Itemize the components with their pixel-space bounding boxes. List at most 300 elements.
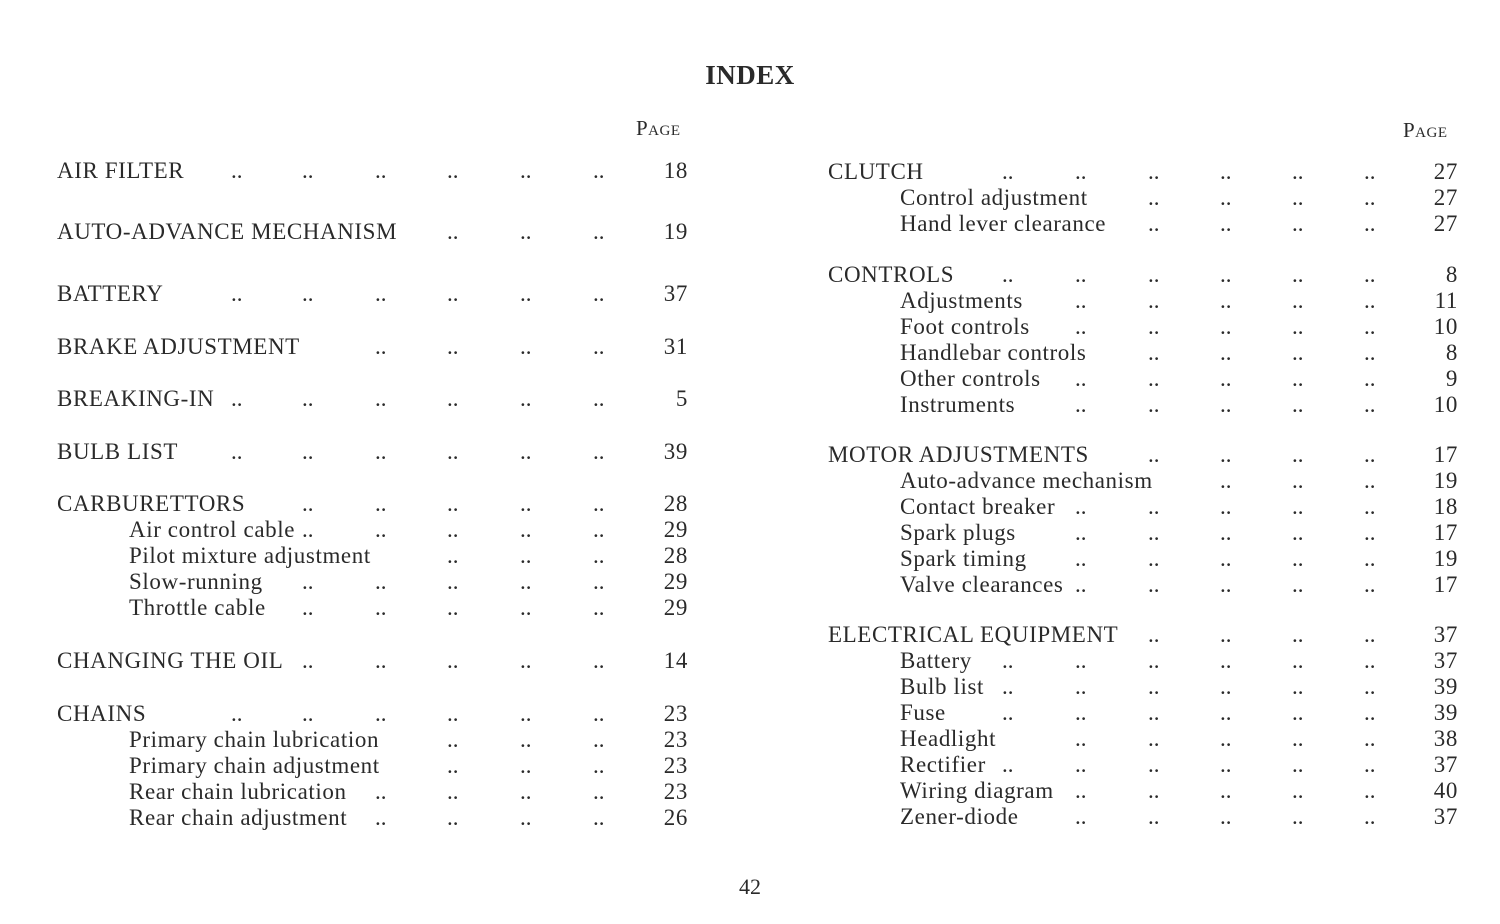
leader-dots: .. xyxy=(593,805,605,830)
leader-dots: .. xyxy=(520,648,532,673)
leader-dots: .. xyxy=(1002,648,1014,673)
leader-dots: .. xyxy=(1148,572,1160,597)
entry-page-number: 28 xyxy=(663,491,688,516)
leader-dots: .. xyxy=(1292,752,1304,777)
leader-dots: .. xyxy=(1002,752,1014,777)
leader-dots: .. xyxy=(520,386,532,411)
leader-dots: .. xyxy=(1075,648,1087,673)
leader-dots: .. xyxy=(1220,366,1232,391)
leader-dots: .. xyxy=(1075,752,1087,777)
entry-page-number: 37 xyxy=(1433,622,1458,647)
leader-dots: .. xyxy=(593,281,605,306)
leader-dots: .. xyxy=(375,648,387,673)
leader-dots: .. xyxy=(1292,520,1304,545)
leader-dots: .. xyxy=(520,219,532,244)
leader-dots: .. xyxy=(1364,159,1376,184)
leader-dots: .. xyxy=(1148,314,1160,339)
entry-page-number: 19 xyxy=(1433,468,1458,493)
leader-dots: .. xyxy=(1075,366,1087,391)
entry-label: CHAINS xyxy=(57,701,147,726)
entry-label: BREAKING-IN xyxy=(57,386,215,411)
leader-dots: .. xyxy=(1364,185,1376,210)
leader-dots: .. xyxy=(1364,340,1376,365)
leader-dots: .. xyxy=(1292,366,1304,391)
index-subentry xyxy=(0,546,1500,572)
entry-label: Valve clearances xyxy=(900,572,1064,597)
entry-page-number: 19 xyxy=(1433,546,1458,571)
leader-dots: .. xyxy=(1220,494,1232,519)
entry-label: Pilot mixture adjustment xyxy=(129,543,371,568)
leader-dots: .. xyxy=(375,805,387,830)
entry-page-number: 29 xyxy=(663,517,688,542)
index-subentry xyxy=(0,211,1500,237)
leader-dots: .. xyxy=(447,701,459,726)
leader-dots: .. xyxy=(1148,262,1160,287)
leader-dots: .. xyxy=(1364,442,1376,467)
leader-dots: .. xyxy=(1364,468,1376,493)
entry-label: Control adjustment xyxy=(900,185,1088,210)
leader-dots: .. xyxy=(520,569,532,594)
leader-dots: .. xyxy=(1364,700,1376,725)
index-subentry xyxy=(0,314,1500,340)
leader-dots: .. xyxy=(520,595,532,620)
leader-dots: .. xyxy=(302,569,314,594)
leader-dots: .. xyxy=(375,595,387,620)
leader-dots: .. xyxy=(302,595,314,620)
leader-dots: .. xyxy=(520,334,532,359)
entry-label: Rectifier xyxy=(900,752,986,777)
leader-dots: .. xyxy=(520,491,532,516)
leader-dots: .. xyxy=(593,727,605,752)
leader-dots: .. xyxy=(1364,262,1376,287)
entry-page-number: 17 xyxy=(1433,442,1458,467)
index-subentry xyxy=(0,648,1500,674)
leader-dots: .. xyxy=(1220,442,1232,467)
leader-dots: .. xyxy=(520,701,532,726)
leader-dots: .. xyxy=(375,281,387,306)
index-entry xyxy=(0,622,1500,648)
entry-label: ELECTRICAL EQUIPMENT xyxy=(828,622,1119,647)
entry-page-number: 18 xyxy=(1433,494,1458,519)
leader-dots: .. xyxy=(593,543,605,568)
leader-dots: .. xyxy=(1148,804,1160,829)
leader-dots: .. xyxy=(1220,648,1232,673)
index-subentry xyxy=(0,468,1500,494)
leader-dots: .. xyxy=(1148,366,1160,391)
leader-dots: .. xyxy=(447,648,459,673)
entry-page-number: 8 xyxy=(1445,340,1458,365)
entry-label: AUTO-ADVANCE MECHANISM xyxy=(57,219,398,244)
leader-dots: .. xyxy=(447,569,459,594)
leader-dots: .. xyxy=(593,569,605,594)
leader-dots: .. xyxy=(1364,314,1376,339)
leader-dots: .. xyxy=(1220,572,1232,597)
index-subentry xyxy=(0,804,1500,830)
leader-dots: .. xyxy=(1075,262,1087,287)
leader-dots: .. xyxy=(447,219,459,244)
leader-dots: .. xyxy=(1292,262,1304,287)
leader-dots: .. xyxy=(231,158,243,183)
leader-dots: .. xyxy=(1148,185,1160,210)
entry-label: Rear chain adjustment xyxy=(129,805,348,830)
leader-dots: .. xyxy=(1364,648,1376,673)
leader-dots: .. xyxy=(375,517,387,542)
leader-dots: .. xyxy=(1148,622,1160,647)
leader-dots: .. xyxy=(1148,340,1160,365)
left-page-heading: Page xyxy=(636,116,681,140)
entry-page-number: 38 xyxy=(1433,726,1458,751)
page-number: 42 xyxy=(739,874,761,899)
leader-dots: .. xyxy=(1292,778,1304,803)
leader-dots: .. xyxy=(1364,520,1376,545)
entry-label: Spark timing xyxy=(900,546,1027,571)
leader-dots: .. xyxy=(231,439,243,464)
index-subentry xyxy=(0,572,1500,598)
leader-dots: .. xyxy=(520,281,532,306)
leader-dots: .. xyxy=(1364,572,1376,597)
entry-label: Air control cable xyxy=(129,517,296,542)
leader-dots: .. xyxy=(520,805,532,830)
leader-dots: .. xyxy=(1075,520,1087,545)
entry-page-number: 27 xyxy=(1433,185,1458,210)
leader-dots: .. xyxy=(520,517,532,542)
index-subentry xyxy=(0,185,1500,211)
entry-page-number: 27 xyxy=(1433,211,1458,236)
leader-dots: .. xyxy=(520,753,532,778)
leader-dots: .. xyxy=(1002,159,1014,184)
leader-dots: .. xyxy=(1364,211,1376,236)
entry-label: Adjustments xyxy=(900,288,1023,313)
leader-dots: .. xyxy=(1220,185,1232,210)
leader-dots: .. xyxy=(1220,622,1232,647)
leader-dots: .. xyxy=(593,158,605,183)
leader-dots: .. xyxy=(447,595,459,620)
entry-page-number: 14 xyxy=(663,648,688,673)
leader-dots: .. xyxy=(593,491,605,516)
leader-dots: .. xyxy=(1292,314,1304,339)
entry-label: AIR FILTER xyxy=(57,158,185,183)
entry-label: Zener-diode xyxy=(900,804,1019,829)
entry-label: BRAKE ADJUSTMENT xyxy=(57,334,300,359)
leader-dots: .. xyxy=(231,701,243,726)
entry-page-number: 9 xyxy=(1445,366,1458,391)
index-entry xyxy=(0,262,1500,288)
leader-dots: .. xyxy=(302,281,314,306)
leader-dots: .. xyxy=(302,648,314,673)
leader-dots: .. xyxy=(1148,778,1160,803)
entry-page-number: 23 xyxy=(663,753,688,778)
entry-label: Throttle cable xyxy=(129,595,266,620)
leader-dots: .. xyxy=(1292,392,1304,417)
leader-dots: .. xyxy=(1148,392,1160,417)
entry-label: Hand lever clearance xyxy=(900,211,1107,236)
index-subentry xyxy=(0,778,1500,804)
entry-label: CONTROLS xyxy=(828,262,955,287)
index-title: INDEX xyxy=(705,60,795,90)
leader-dots: .. xyxy=(1075,494,1087,519)
leader-dots: .. xyxy=(1002,262,1014,287)
leader-dots: .. xyxy=(520,158,532,183)
leader-dots: .. xyxy=(1220,752,1232,777)
entry-page-number: 19 xyxy=(663,219,688,244)
leader-dots: .. xyxy=(1364,804,1376,829)
leader-dots: .. xyxy=(520,779,532,804)
entry-label: CARBURETTORS xyxy=(57,491,246,516)
index-entry xyxy=(0,442,1500,468)
leader-dots: .. xyxy=(1148,648,1160,673)
entry-page-number: 17 xyxy=(1433,520,1458,545)
index-subentry xyxy=(0,366,1500,392)
entry-label: Instruments xyxy=(900,392,1016,417)
leader-dots: .. xyxy=(1292,442,1304,467)
entry-page-number: 26 xyxy=(663,805,688,830)
leader-dots: .. xyxy=(1292,674,1304,699)
index-subentry xyxy=(0,288,1500,314)
entry-page-number: 37 xyxy=(1433,804,1458,829)
leader-dots: .. xyxy=(1075,392,1087,417)
right-page-heading: Page xyxy=(1403,118,1448,142)
leader-dots: .. xyxy=(1292,494,1304,519)
leader-dots: .. xyxy=(1148,494,1160,519)
entry-page-number: 39 xyxy=(1433,700,1458,725)
leader-dots: .. xyxy=(1148,520,1160,545)
leader-dots: .. xyxy=(593,753,605,778)
leader-dots: .. xyxy=(1148,288,1160,313)
entry-label: Slow-running xyxy=(129,569,263,594)
leader-dots: .. xyxy=(1148,674,1160,699)
entry-label: Handlebar controls xyxy=(900,340,1087,365)
leader-dots: .. xyxy=(1075,778,1087,803)
leader-dots: .. xyxy=(1075,159,1087,184)
leader-dots: .. xyxy=(1220,778,1232,803)
entry-page-number: 18 xyxy=(663,158,688,183)
entry-label: Rear chain lubrication xyxy=(129,779,347,804)
leader-dots: .. xyxy=(1148,442,1160,467)
leader-dots: .. xyxy=(1220,288,1232,313)
leader-dots: .. xyxy=(1364,726,1376,751)
leader-dots: .. xyxy=(447,491,459,516)
entry-label: Primary chain adjustment xyxy=(129,753,380,778)
entry-label: Spark plugs xyxy=(900,520,1016,545)
leader-dots: .. xyxy=(1292,648,1304,673)
leader-dots: .. xyxy=(1364,494,1376,519)
entry-page-number: 39 xyxy=(663,439,688,464)
entry-page-number: 10 xyxy=(1433,392,1458,417)
entry-page-number: 23 xyxy=(663,727,688,752)
index-subentry xyxy=(0,700,1500,726)
leader-dots: .. xyxy=(1075,314,1087,339)
entry-page-number: 10 xyxy=(1433,314,1458,339)
entry-label: Foot controls xyxy=(900,314,1030,339)
leader-dots: .. xyxy=(1364,392,1376,417)
leader-dots: .. xyxy=(231,386,243,411)
leader-dots: .. xyxy=(302,517,314,542)
entry-label: Auto-advance mechanism xyxy=(900,468,1153,493)
index-subentry xyxy=(0,392,1500,418)
leader-dots: .. xyxy=(1075,546,1087,571)
entry-page-number: 37 xyxy=(1433,648,1458,673)
index-entry xyxy=(0,159,1500,185)
entry-label: Headlight xyxy=(900,726,997,751)
leader-dots: .. xyxy=(1292,340,1304,365)
leader-dots: .. xyxy=(447,779,459,804)
leader-dots: .. xyxy=(375,386,387,411)
leader-dots: .. xyxy=(1220,392,1232,417)
leader-dots: .. xyxy=(1292,211,1304,236)
index-subentry xyxy=(0,726,1500,752)
leader-dots: .. xyxy=(593,334,605,359)
leader-dots: .. xyxy=(1075,804,1087,829)
leader-dots: .. xyxy=(1292,804,1304,829)
leader-dots: .. xyxy=(1220,674,1232,699)
entry-label: Primary chain lubrication xyxy=(129,727,380,752)
leader-dots: .. xyxy=(447,805,459,830)
entry-label: CLUTCH xyxy=(828,159,924,184)
entry-page-number: 37 xyxy=(663,281,688,306)
leader-dots: .. xyxy=(1292,185,1304,210)
leader-dots: .. xyxy=(302,491,314,516)
entry-label: Wiring diagram xyxy=(900,778,1054,803)
leader-dots: .. xyxy=(1220,546,1232,571)
entry-label: Contact breaker xyxy=(900,494,1056,519)
leader-dots: .. xyxy=(1002,674,1014,699)
leader-dots: .. xyxy=(1292,572,1304,597)
leader-dots: .. xyxy=(375,491,387,516)
leader-dots: .. xyxy=(1220,314,1232,339)
entry-label: Battery xyxy=(900,648,972,673)
entry-page-number: 23 xyxy=(663,779,688,804)
leader-dots: .. xyxy=(375,569,387,594)
entry-label: Other controls xyxy=(900,366,1041,391)
leader-dots: .. xyxy=(375,779,387,804)
leader-dots: .. xyxy=(520,439,532,464)
entry-page-number: 31 xyxy=(663,334,688,359)
entry-page-number: 40 xyxy=(1433,778,1458,803)
leader-dots: .. xyxy=(1148,726,1160,751)
leader-dots: .. xyxy=(1148,700,1160,725)
leader-dots: .. xyxy=(1292,288,1304,313)
leader-dots: .. xyxy=(593,219,605,244)
leader-dots: .. xyxy=(1220,159,1232,184)
leader-dots: .. xyxy=(520,543,532,568)
leader-dots: .. xyxy=(1292,159,1304,184)
leader-dots: .. xyxy=(1292,546,1304,571)
index-subentry xyxy=(0,674,1500,700)
leader-dots: .. xyxy=(1364,752,1376,777)
entry-page-number: 29 xyxy=(663,595,688,620)
leader-dots: .. xyxy=(302,386,314,411)
leader-dots: .. xyxy=(1075,700,1087,725)
entry-page-number: 27 xyxy=(1433,159,1458,184)
entry-page-number: 8 xyxy=(1445,262,1458,287)
leader-dots: .. xyxy=(1002,700,1014,725)
index-subentry xyxy=(0,340,1500,366)
leader-dots: .. xyxy=(1220,520,1232,545)
leader-dots: .. xyxy=(447,334,459,359)
entry-label: Bulb list xyxy=(900,674,985,699)
index-subentry xyxy=(0,494,1500,520)
leader-dots: .. xyxy=(375,439,387,464)
leader-dots: .. xyxy=(593,648,605,673)
leader-dots: .. xyxy=(1364,288,1376,313)
leader-dots: .. xyxy=(1220,804,1232,829)
entry-page-number: 23 xyxy=(663,701,688,726)
entry-label: BATTERY xyxy=(57,281,164,306)
leader-dots: .. xyxy=(1075,288,1087,313)
leader-dots: .. xyxy=(302,701,314,726)
leader-dots: .. xyxy=(375,334,387,359)
leader-dots: .. xyxy=(1148,752,1160,777)
leader-dots: .. xyxy=(302,439,314,464)
leader-dots: .. xyxy=(447,439,459,464)
entry-page-number: 28 xyxy=(663,543,688,568)
entry-page-number: 17 xyxy=(1433,572,1458,597)
leader-dots: .. xyxy=(447,158,459,183)
leader-dots: .. xyxy=(1292,700,1304,725)
leader-dots: .. xyxy=(231,281,243,306)
leader-dots: .. xyxy=(1148,546,1160,571)
leader-dots: .. xyxy=(1220,726,1232,751)
leader-dots: .. xyxy=(1220,340,1232,365)
leader-dots: .. xyxy=(593,595,605,620)
leader-dots: .. xyxy=(375,158,387,183)
entry-label: Fuse xyxy=(900,700,946,725)
leader-dots: .. xyxy=(1364,366,1376,391)
leader-dots: .. xyxy=(447,517,459,542)
leader-dots: .. xyxy=(1148,211,1160,236)
leader-dots: .. xyxy=(593,517,605,542)
entry-page-number: 5 xyxy=(675,386,688,411)
entry-page-number: 11 xyxy=(1434,288,1458,313)
leader-dots: .. xyxy=(593,386,605,411)
leader-dots: .. xyxy=(447,727,459,752)
leader-dots: .. xyxy=(593,439,605,464)
leader-dots: .. xyxy=(1364,778,1376,803)
leader-dots: .. xyxy=(1075,674,1087,699)
leader-dots: .. xyxy=(1148,159,1160,184)
leader-dots: .. xyxy=(1292,468,1304,493)
leader-dots: .. xyxy=(447,543,459,568)
leader-dots: .. xyxy=(447,753,459,778)
leader-dots: .. xyxy=(1075,726,1087,751)
leader-dots: .. xyxy=(593,779,605,804)
leader-dots: .. xyxy=(1364,622,1376,647)
entry-page-number: 29 xyxy=(663,569,688,594)
leader-dots: .. xyxy=(593,701,605,726)
leader-dots: .. xyxy=(1220,211,1232,236)
leader-dots: .. xyxy=(302,158,314,183)
leader-dots: .. xyxy=(447,281,459,306)
leader-dots: .. xyxy=(1220,262,1232,287)
entry-label: CHANGING THE OIL xyxy=(57,648,284,673)
leader-dots: .. xyxy=(1220,468,1232,493)
leader-dots: .. xyxy=(1364,674,1376,699)
entry-page-number: 39 xyxy=(1433,674,1458,699)
leader-dots: .. xyxy=(1075,572,1087,597)
leader-dots: .. xyxy=(1220,700,1232,725)
leader-dots: .. xyxy=(1364,546,1376,571)
leader-dots: .. xyxy=(520,727,532,752)
index-subentry xyxy=(0,752,1500,778)
entry-label: BULB LIST xyxy=(57,439,179,464)
leader-dots: .. xyxy=(375,701,387,726)
entry-page-number: 37 xyxy=(1433,752,1458,777)
index-subentry xyxy=(0,595,1500,621)
leader-dots: .. xyxy=(447,386,459,411)
entry-label: MOTOR ADJUSTMENTS xyxy=(828,442,1089,467)
index-subentry xyxy=(0,520,1500,546)
leader-dots: .. xyxy=(1292,726,1304,751)
